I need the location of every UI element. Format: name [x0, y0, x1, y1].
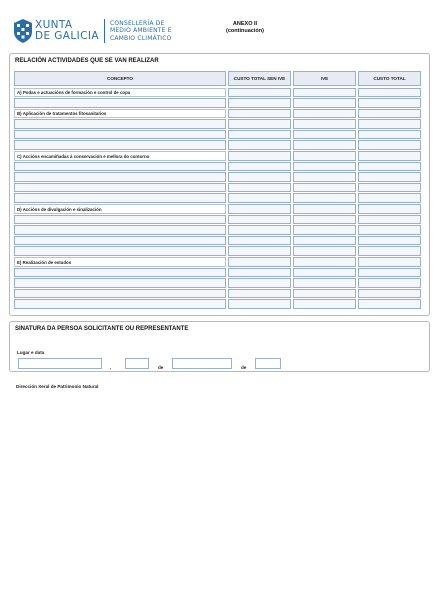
concept-input[interactable] [14, 246, 226, 256]
amount-input[interactable] [228, 278, 291, 288]
concept-input[interactable] [14, 183, 226, 193]
section-row [14, 204, 425, 214]
footer-department: Dirección Xeral de Patrimonio Natural [16, 384, 99, 389]
amount-input[interactable] [358, 140, 421, 150]
section-row [14, 151, 425, 161]
amount-input[interactable] [358, 236, 421, 246]
amount-input[interactable] [293, 215, 356, 225]
amount-input[interactable] [358, 204, 421, 214]
table-row [14, 162, 425, 172]
de-label-2: de [241, 365, 247, 370]
amount-input[interactable] [293, 236, 356, 246]
amount-input[interactable] [293, 204, 356, 214]
column-header-cost-without-vat: CUSTO TOTAL SEN IVE [228, 71, 291, 86]
column-header-total-cost: CUSTO TOTAL [358, 71, 421, 86]
amount-input[interactable] [293, 119, 356, 129]
annex-title: ANEXO II [232, 21, 258, 27]
amount-input[interactable] [358, 183, 421, 193]
concept-input[interactable] [14, 140, 226, 150]
table-row [14, 140, 425, 150]
section-label: B) Aplicación de tratamentos fitosanitarios [17, 111, 107, 117]
amount-input[interactable] [293, 130, 356, 140]
dept-line-3: CAMBIO CLIMÁTICO [109, 34, 172, 42]
section-label-cell [14, 204, 226, 214]
section-label: D) Accións de divulgación e sinalización [17, 206, 102, 212]
table-row [14, 289, 425, 299]
concept-input[interactable] [14, 215, 226, 225]
amount-input[interactable] [228, 98, 291, 108]
amount-input[interactable] [358, 268, 421, 278]
table-row [14, 130, 425, 140]
amount-input[interactable] [358, 130, 421, 140]
amount-input[interactable] [228, 215, 291, 225]
amount-input[interactable] [228, 130, 291, 140]
section-row [14, 109, 425, 119]
section-row [14, 88, 425, 98]
table-header-row [14, 71, 425, 86]
column-header-vat: IVE [293, 71, 356, 86]
concept-input[interactable] [14, 236, 226, 246]
logo-line-2: DE GALICIA [35, 30, 99, 42]
table-row [14, 215, 425, 225]
place-date-label: Lugar e data [17, 350, 45, 355]
amount-input[interactable] [228, 204, 291, 214]
amount-input[interactable] [358, 246, 421, 256]
amount-input[interactable] [293, 162, 356, 172]
section-label-cell [14, 109, 226, 119]
amount-input[interactable] [228, 193, 291, 203]
amount-input[interactable] [358, 119, 421, 129]
section-label-cell [14, 88, 226, 98]
table-row [14, 299, 425, 309]
amount-input[interactable] [228, 88, 291, 98]
concept-input[interactable] [14, 98, 226, 108]
amount-input[interactable] [228, 183, 291, 193]
table-row [14, 172, 425, 182]
day-input[interactable] [125, 358, 149, 369]
concept-input[interactable] [14, 299, 226, 309]
amount-input[interactable] [358, 225, 421, 235]
amount-input[interactable] [228, 257, 291, 267]
department-name [110, 20, 172, 42]
logo-divider [104, 19, 105, 43]
amount-input[interactable] [293, 109, 356, 119]
amount-input[interactable] [358, 299, 421, 309]
logo-line-1: XUNTA [35, 19, 73, 31]
section-row [14, 257, 425, 267]
table-row [14, 193, 425, 203]
amount-input[interactable] [228, 140, 291, 150]
amount-input[interactable] [293, 289, 356, 299]
galicia-emblem-icon [14, 19, 32, 43]
amount-input[interactable] [293, 278, 356, 288]
month-input[interactable] [172, 358, 232, 369]
activities-table [14, 71, 425, 310]
amount-input[interactable] [228, 289, 291, 299]
table-row [14, 268, 425, 278]
amount-input[interactable] [228, 225, 291, 235]
section-label-cell [14, 151, 226, 161]
section-label: E) Realización de estudos [17, 259, 72, 265]
table-row [14, 225, 425, 235]
amount-input[interactable] [358, 98, 421, 108]
section-label-cell [14, 257, 226, 267]
amount-input[interactable] [358, 215, 421, 225]
signature-title: SINATURA DA PERSOA SOLICITANTE OU REPRESENTANTE [15, 326, 189, 332]
concept-input[interactable] [14, 119, 226, 129]
table-row [14, 246, 425, 256]
comma-separator: , [110, 365, 112, 370]
dept-line-1: CONSELLERÍA DE [109, 19, 165, 27]
amount-input[interactable] [293, 88, 356, 98]
place-input[interactable] [18, 358, 102, 369]
amount-input[interactable] [228, 236, 291, 246]
table-row [14, 278, 425, 288]
amount-input[interactable] [358, 88, 421, 98]
amount-input[interactable] [293, 225, 356, 235]
amount-input[interactable] [293, 98, 356, 108]
concept-input[interactable] [14, 225, 226, 235]
annex-heading [210, 21, 280, 35]
amount-input[interactable] [293, 299, 356, 309]
amount-input[interactable] [293, 268, 356, 278]
concept-input[interactable] [14, 162, 226, 172]
amount-input[interactable] [228, 299, 291, 309]
logo-wordmark [35, 20, 99, 42]
amount-input[interactable] [293, 193, 356, 203]
amount-input[interactable] [358, 257, 421, 267]
table-row [14, 119, 425, 129]
amount-input[interactable] [228, 151, 291, 161]
annex-subtitle: (continuación) [226, 28, 264, 34]
amount-input[interactable] [228, 246, 291, 256]
concept-input[interactable] [14, 193, 226, 203]
section-label: C) Accións encamiñadas á conservación e mellora do contorno [17, 153, 150, 159]
amount-input[interactable] [228, 109, 291, 119]
concept-input[interactable] [14, 130, 226, 140]
column-header-concept: CONCEPTO [14, 71, 226, 86]
amount-input[interactable] [293, 246, 356, 256]
amount-input[interactable] [358, 109, 421, 119]
concept-input[interactable] [14, 172, 226, 182]
de-label-1: de [158, 365, 164, 370]
concept-input[interactable] [14, 268, 226, 278]
amount-input[interactable] [293, 140, 356, 150]
activities-title: RELACIÓN ACTIVIDADES QUE SE VAN REALIZAR [15, 58, 159, 64]
concept-input[interactable] [14, 289, 226, 299]
section-label: A) Podas e actuacións de formación e control de copa [17, 90, 131, 95]
table-row [14, 98, 425, 108]
amount-input[interactable] [293, 183, 356, 193]
xunta-logo [14, 19, 172, 43]
amount-input[interactable] [293, 257, 356, 267]
dept-line-2: MEDIO AMBIENTE E [109, 27, 172, 35]
table-row [14, 183, 425, 193]
amount-input[interactable] [358, 162, 421, 172]
amount-input[interactable] [358, 278, 421, 288]
amount-input[interactable] [228, 119, 291, 129]
amount-input[interactable] [228, 162, 291, 172]
page-header [14, 19, 434, 47]
amount-input[interactable] [293, 151, 356, 161]
concept-input[interactable] [14, 278, 226, 288]
amount-input[interactable] [358, 193, 421, 203]
amount-input[interactable] [358, 151, 421, 161]
amount-input[interactable] [228, 172, 291, 182]
amount-input[interactable] [228, 268, 291, 278]
year-input[interactable] [255, 358, 281, 369]
table-row [14, 236, 425, 246]
amount-input[interactable] [293, 172, 356, 182]
amount-input[interactable] [358, 289, 421, 299]
amount-input[interactable] [358, 172, 421, 182]
